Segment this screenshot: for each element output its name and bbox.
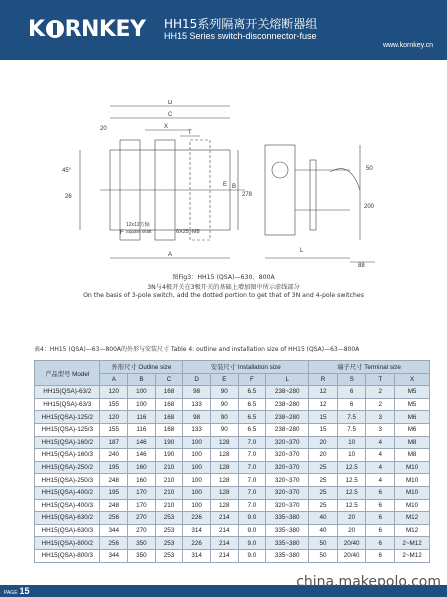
value-cell: 120: [100, 386, 128, 399]
value-cell: M10: [395, 499, 430, 512]
brand-logo: K RNKEY: [28, 17, 146, 42]
value-cell: 335~380: [266, 524, 309, 537]
header-b: B: [128, 373, 156, 386]
header-l: L: [266, 373, 309, 386]
value-cell: 12.5: [337, 499, 366, 512]
value-cell: 15: [309, 411, 338, 424]
value-cell: 168: [155, 398, 183, 411]
table-row: [35, 449, 430, 462]
header-e: E: [210, 373, 238, 386]
dim-label-l: L: [300, 248, 304, 254]
value-cell: 40: [309, 512, 338, 525]
value-cell: 350: [128, 537, 156, 550]
value-cell: 90: [210, 386, 238, 399]
value-cell: 25: [309, 474, 338, 487]
value-cell: 170: [128, 486, 156, 499]
value-cell: 116: [128, 423, 156, 436]
value-cell: 2~M12: [395, 537, 430, 550]
value-cell: 98: [183, 386, 211, 399]
value-cell: 6: [366, 549, 395, 562]
value-cell: 6.5: [238, 423, 266, 436]
value-cell: 9.0: [238, 524, 266, 537]
note-english: On the basis of 3-pole switch, add the dotted portion to get that of 3N and 4-pole switches: [83, 292, 364, 299]
model-cell: HH15(QSA)-800/2: [35, 537, 100, 550]
value-cell: 4: [366, 474, 395, 487]
shaft-label-en: Square shaft: [126, 229, 152, 234]
watermark-text: china.makepolo.com: [296, 574, 441, 590]
value-cell: 6: [366, 524, 395, 537]
value-cell: 133: [183, 398, 211, 411]
value-cell: 7.0: [238, 436, 266, 449]
dim-label-x: X: [164, 124, 169, 130]
value-cell: 90: [210, 398, 238, 411]
value-cell: 350: [128, 549, 156, 562]
value-cell: 9.0: [238, 537, 266, 550]
value-cell: 6: [366, 486, 395, 499]
dim-label-88: 88: [358, 263, 365, 269]
value-cell: 253: [155, 512, 183, 525]
value-cell: 314: [183, 549, 211, 562]
value-cell: 128: [210, 474, 238, 487]
value-cell: 210: [155, 486, 183, 499]
value-cell: 100: [128, 398, 156, 411]
dim-label-c: C: [168, 112, 173, 118]
value-cell: 10: [337, 436, 366, 449]
model-cell: HH15(QSA)-250/3: [35, 474, 100, 487]
value-cell: 238~280: [266, 386, 309, 399]
website-url: www.kornkey.cn: [382, 42, 433, 49]
value-cell: 168: [155, 386, 183, 399]
value-cell: 256: [100, 537, 128, 550]
value-cell: M8: [395, 449, 430, 462]
value-cell: 100: [183, 461, 211, 474]
value-cell: 116: [128, 411, 156, 424]
header-outline: 外形尺寸 Outline size: [100, 361, 183, 374]
value-cell: 90: [210, 411, 238, 424]
value-cell: M6: [395, 411, 430, 424]
value-cell: 320~370: [266, 461, 309, 474]
value-cell: 320~370: [266, 486, 309, 499]
model-cell: HH15(QSA)-400/3: [35, 499, 100, 512]
header-d: D: [183, 373, 211, 386]
value-cell: 210: [155, 474, 183, 487]
value-cell: 9.0: [238, 512, 266, 525]
value-cell: 20/40: [337, 537, 366, 550]
value-cell: 238~280: [266, 423, 309, 436]
value-cell: 6: [366, 537, 395, 550]
value-cell: 226: [183, 512, 211, 525]
value-cell: 335~380: [266, 512, 309, 525]
table-row: [35, 398, 430, 411]
value-cell: 3: [366, 411, 395, 424]
value-cell: 270: [128, 512, 156, 525]
header-s: S: [337, 373, 366, 386]
value-cell: 214: [210, 524, 238, 537]
value-cell: 100: [183, 499, 211, 512]
header-r: R: [309, 373, 338, 386]
model-cell: HH15(QSA)-160/3: [35, 449, 100, 462]
value-cell: 7.5: [337, 423, 366, 436]
value-cell: 4: [366, 449, 395, 462]
value-cell: 128: [210, 449, 238, 462]
page-label: PAGE: [4, 590, 18, 596]
value-cell: 335~380: [266, 537, 309, 550]
value-cell: 344: [100, 549, 128, 562]
table-row: [35, 423, 430, 436]
value-cell: 100: [183, 436, 211, 449]
dim-label-20: 20: [100, 126, 107, 132]
value-cell: 10: [337, 449, 366, 462]
value-cell: 238~280: [266, 411, 309, 424]
value-cell: 133: [183, 423, 211, 436]
model-cell: HH15(QSA)-63/3: [35, 398, 100, 411]
table-row: [35, 537, 430, 550]
value-cell: 238~280: [266, 398, 309, 411]
value-cell: 320~370: [266, 499, 309, 512]
value-cell: M5: [395, 386, 430, 399]
model-cell: HH15(QSA)-800/3: [35, 549, 100, 562]
value-cell: 160: [128, 474, 156, 487]
page-number: [4, 586, 30, 596]
dim-label-200: 200: [364, 204, 375, 210]
header-t: T: [366, 373, 395, 386]
value-cell: 344: [100, 524, 128, 537]
value-cell: 214: [210, 512, 238, 525]
value-cell: M12: [395, 512, 430, 525]
value-cell: 20: [309, 449, 338, 462]
value-cell: 100: [183, 486, 211, 499]
value-cell: 6: [366, 512, 395, 525]
model-cell: HH15(QSA)-630/3: [35, 524, 100, 537]
header-installation: 安装尺寸 Installation size: [183, 361, 309, 374]
value-cell: M10: [395, 486, 430, 499]
value-cell: 314: [183, 524, 211, 537]
value-cell: 320~370: [266, 474, 309, 487]
value-cell: 253: [155, 524, 183, 537]
value-cell: 20: [337, 512, 366, 525]
technical-drawing: [60, 100, 390, 270]
note-chinese: 3N与4极开关在3极开关的基础上增加图中所示虚线部分: [147, 284, 300, 291]
value-cell: 2~M12: [395, 549, 430, 562]
value-cell: 7.0: [238, 461, 266, 474]
value-cell: 7.5: [337, 411, 366, 424]
value-cell: 12.5: [337, 486, 366, 499]
value-cell: 210: [155, 461, 183, 474]
table-body: [35, 386, 430, 562]
table-group-header-row: [35, 361, 430, 374]
dim-label-50: 50: [366, 166, 373, 172]
value-cell: 195: [100, 461, 128, 474]
dim-label-t: T: [188, 130, 192, 136]
value-cell: 146: [128, 436, 156, 449]
model-cell: HH15(QSA)-125/3: [35, 423, 100, 436]
table-row: [35, 499, 430, 512]
header-a: A: [100, 373, 128, 386]
table-row: [35, 411, 430, 424]
value-cell: 7.0: [238, 449, 266, 462]
value-cell: 128: [210, 461, 238, 474]
value-cell: 25: [309, 486, 338, 499]
value-cell: 210: [155, 499, 183, 512]
value-cell: 7.0: [238, 486, 266, 499]
value-cell: 12: [309, 398, 338, 411]
value-cell: 195: [100, 486, 128, 499]
value-cell: 7.0: [238, 474, 266, 487]
value-cell: 20: [337, 524, 366, 537]
value-cell: 128: [210, 436, 238, 449]
value-cell: 6: [366, 499, 395, 512]
value-cell: 320~370: [266, 449, 309, 462]
value-cell: 100: [183, 449, 211, 462]
value-cell: 146: [128, 449, 156, 462]
dim-label-278: 278: [242, 192, 253, 198]
model-cell: HH15(QSA)-63/2: [35, 386, 100, 399]
header-terminal: 端子尺寸 Terminal size: [309, 361, 430, 374]
value-cell: 168: [155, 423, 183, 436]
value-cell: 90: [210, 423, 238, 436]
value-cell: 120: [100, 411, 128, 424]
value-cell: 20/40: [337, 549, 366, 562]
header-f: F: [238, 373, 266, 386]
value-cell: 12.5: [337, 474, 366, 487]
model-cell: HH15(QSA)-125/2: [35, 411, 100, 424]
value-cell: 155: [100, 423, 128, 436]
value-cell: 214: [210, 549, 238, 562]
table-row: [35, 436, 430, 449]
dim-label-d: D: [168, 100, 173, 106]
value-cell: M6: [395, 423, 430, 436]
dim-label-a: A: [168, 252, 173, 258]
value-cell: 12: [309, 386, 338, 399]
value-cell: 15: [309, 423, 338, 436]
header-c: C: [155, 373, 183, 386]
value-cell: 253: [155, 549, 183, 562]
dim-label-45: 45°: [62, 168, 72, 174]
table-row: [35, 549, 430, 562]
dim-label-b: B: [232, 184, 237, 190]
table-row: [35, 512, 430, 525]
value-cell: M10: [395, 474, 430, 487]
dimensions-table: [34, 360, 430, 563]
value-cell: 128: [210, 499, 238, 512]
model-cell: HH15(QSA)-630/2: [35, 512, 100, 525]
table-row: [35, 386, 430, 399]
value-cell: 2: [366, 386, 395, 399]
value-cell: 256: [100, 512, 128, 525]
title-chinese: HH15系列隔离开关熔断器组: [164, 17, 318, 31]
value-cell: 6: [337, 398, 366, 411]
value-cell: 155: [100, 398, 128, 411]
value-cell: 160: [128, 461, 156, 474]
value-cell: 100: [183, 474, 211, 487]
table-row: [35, 486, 430, 499]
value-cell: 187: [100, 436, 128, 449]
value-cell: 248: [100, 474, 128, 487]
dim-label-e: E: [223, 182, 228, 188]
model-cell: HH15(QSA)-250/2: [35, 461, 100, 474]
table-row: [35, 474, 430, 487]
value-cell: 3: [366, 423, 395, 436]
value-cell: 6: [337, 386, 366, 399]
value-cell: 190: [155, 436, 183, 449]
holes-label: 6X25~M8: [176, 229, 200, 235]
value-cell: 335~380: [266, 549, 309, 562]
model-cell: HH15(QSA)-160/2: [35, 436, 100, 449]
figure-caption: 图Fig3：HH15 (QSA)—630、800A: [172, 274, 275, 281]
page-number-value: 15: [19, 586, 30, 596]
value-cell: 320~370: [266, 436, 309, 449]
value-cell: 98: [183, 411, 211, 424]
value-cell: 50: [309, 549, 338, 562]
value-cell: 25: [309, 499, 338, 512]
value-cell: 20: [309, 436, 338, 449]
value-cell: 4: [366, 436, 395, 449]
value-cell: 4: [366, 461, 395, 474]
value-cell: 100: [128, 386, 156, 399]
value-cell: 168: [155, 411, 183, 424]
shaft-label: 12x12方轴: [126, 222, 150, 228]
value-cell: 12.5: [337, 461, 366, 474]
value-cell: M5: [395, 398, 430, 411]
model-cell: HH15(QSA)-400/2: [35, 486, 100, 499]
value-cell: 240: [100, 449, 128, 462]
value-cell: 248: [100, 499, 128, 512]
title-english: HH15 Series switch-disconnector-fuse: [164, 31, 317, 41]
value-cell: 226: [183, 537, 211, 550]
dim-label-f: F: [120, 230, 124, 236]
header-model: 产品型号 Model: [35, 361, 100, 386]
table-row: [35, 524, 430, 537]
value-cell: 6.5: [238, 411, 266, 424]
value-cell: 253: [155, 537, 183, 550]
value-cell: 2: [366, 398, 395, 411]
value-cell: 40: [309, 524, 338, 537]
dim-label-26: 26: [65, 194, 72, 200]
value-cell: 50: [309, 537, 338, 550]
value-cell: 25: [309, 461, 338, 474]
value-cell: 214: [210, 537, 238, 550]
value-cell: M8: [395, 436, 430, 449]
value-cell: 128: [210, 486, 238, 499]
value-cell: 6.5: [238, 398, 266, 411]
value-cell: 170: [128, 499, 156, 512]
value-cell: M12: [395, 524, 430, 537]
table-row: [35, 461, 430, 474]
table-title: 表4：HH15 (QSA)—63—800A的外形与安装尺寸 Table 4: outline and installation size of HH15 (QSA)—63—800A: [34, 346, 360, 353]
header-x: X: [395, 373, 430, 386]
value-cell: 7.0: [238, 499, 266, 512]
value-cell: 190: [155, 449, 183, 462]
value-cell: M10: [395, 461, 430, 474]
value-cell: 270: [128, 524, 156, 537]
value-cell: 9.0: [238, 549, 266, 562]
value-cell: 6.5: [238, 386, 266, 399]
